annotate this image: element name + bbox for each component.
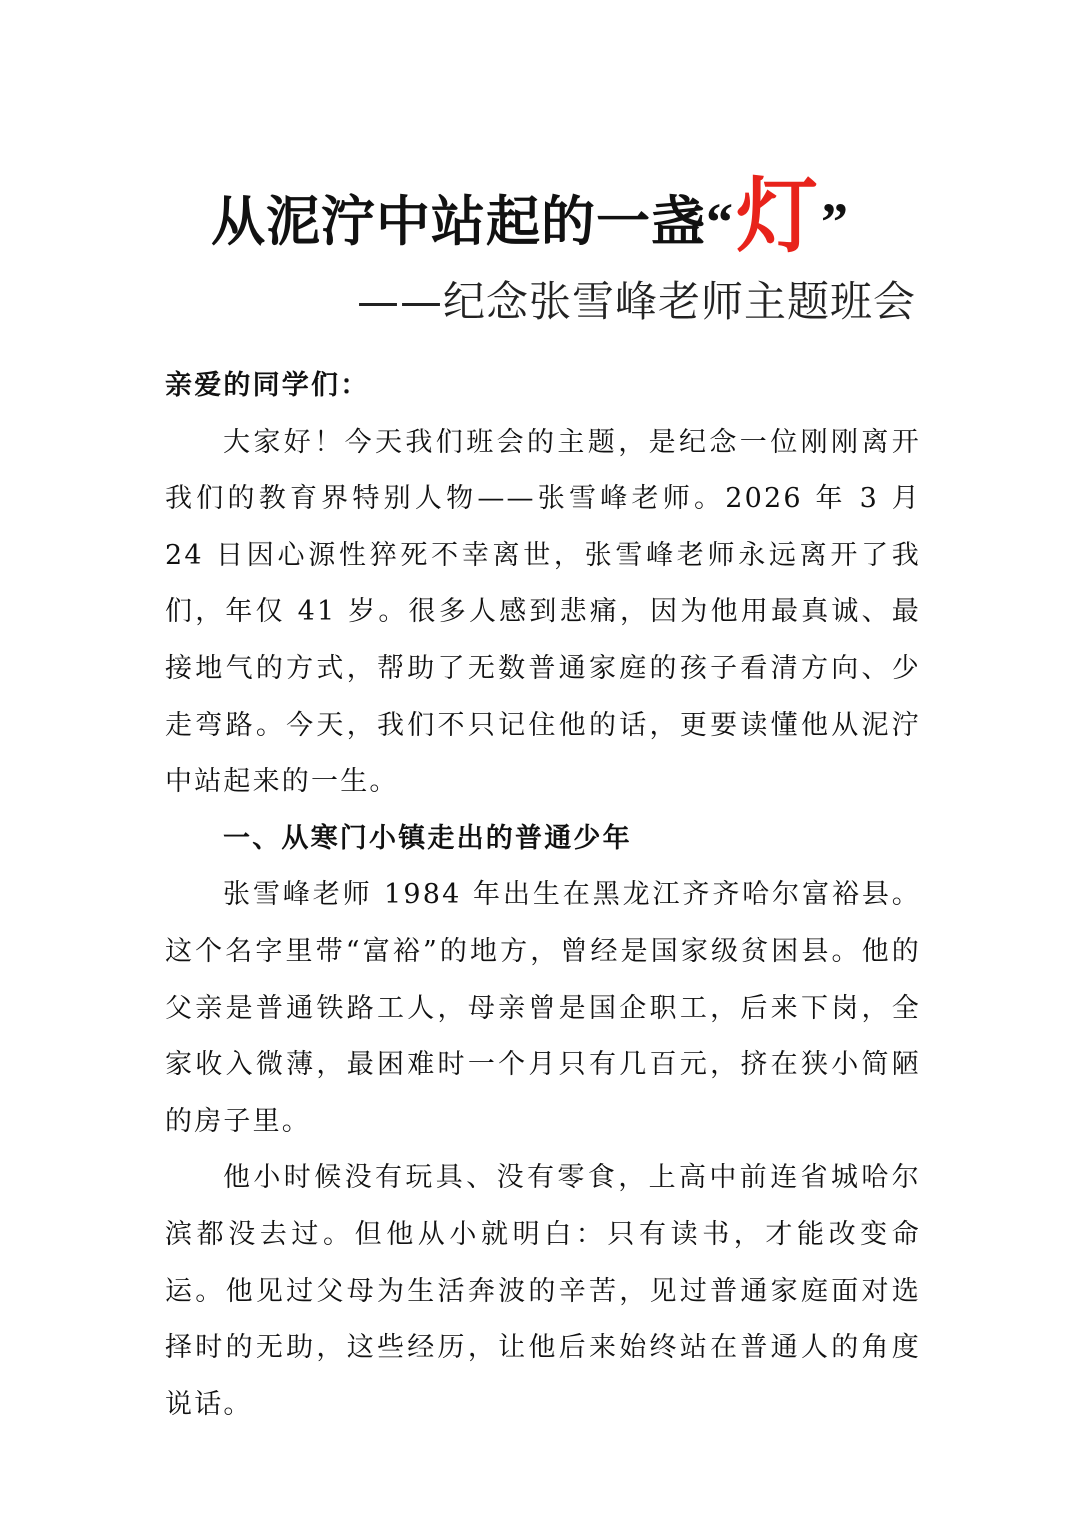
- section-paragraph: 张雪峰老师 1984 年出生在黑龙江齐齐哈尔富裕县。这个名字里带“富裕”的地方，曾经是国家级贫困县。他的父亲是普通铁路工人，母亲曾是国企职工，后来下岗，全家收入微薄，最困难时一个月只有几百元，挤在狭小简陋的房子里。: [165, 879, 921, 1137]
- title-text: 从泥泞中站起的一盏: [210, 189, 706, 253]
- section-heading: 一、从寒门小镇走出的普通少年: [223, 822, 632, 854]
- document-body: [165, 358, 921, 1433]
- intro-paragraph: 大家好！今天我们班会的主题，是纪念一位刚刚离开我们的教育界特别人物——张雪峰老师。2026 年 3 月 24 日因心源性猝死不幸离世，张雪峰老师永远离开了我们，年仅 41 岁。很多人感到悲痛，因为他用最真诚、最接地气的方式，帮助了无数普通家庭的孩子看清方向、少走弯路。今天，我们不只记住他的话，更要读懂他从泥泞中站起来的一生。: [165, 426, 921, 798]
- title-accent-lamp-char: 灯: [735, 168, 819, 264]
- greeting: 亲爱的同学们：: [165, 370, 370, 401]
- title-close-quote: ”: [821, 192, 849, 252]
- document-title: [0, 168, 1060, 264]
- section-paragraph: 他小时候没有玩具、没有零食，上高中前连省城哈尔滨都没去过。但他从小就明白：只有读书，才能改变命运。他见过父母为生活奔波的辛苦，见过普通家庭面对选择时的无助，这些经历，让他后来始终站在普通人的角度说话。: [165, 1162, 921, 1420]
- document-subtitle: ——纪念张雪峰老师主题班会: [356, 277, 916, 326]
- title-open-quote: “: [705, 192, 734, 252]
